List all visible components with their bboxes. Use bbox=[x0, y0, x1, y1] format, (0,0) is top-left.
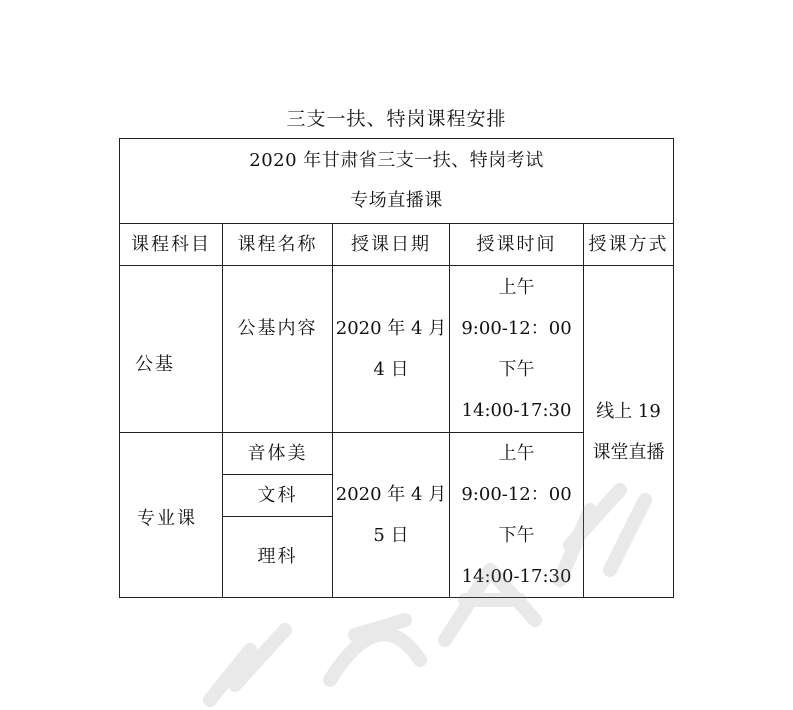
subject-cell bbox=[120, 266, 223, 433]
time-line-pm-label: 下午 bbox=[498, 525, 535, 546]
date-line-1: 2020 年 4 月 bbox=[335, 484, 447, 505]
method-line-2: 课堂直播 bbox=[592, 441, 665, 463]
date-cell bbox=[333, 433, 450, 598]
time-cell bbox=[450, 433, 584, 598]
table-row-general bbox=[120, 266, 674, 433]
page-title: 三支一扶、特岗课程安排 bbox=[286, 108, 507, 130]
banner-cell bbox=[120, 139, 674, 224]
date-line-1: 2020 年 4 月 bbox=[335, 318, 447, 339]
method-cell bbox=[584, 266, 674, 598]
date-line-2: 4 日 bbox=[373, 359, 409, 380]
subject-label: 公基 bbox=[135, 354, 175, 375]
course-name-label: 音体美 bbox=[247, 442, 308, 464]
course-name-cell bbox=[223, 266, 333, 433]
schedule-table bbox=[119, 138, 674, 598]
time-line-am-range: 9:00-12：00 bbox=[461, 484, 572, 505]
header-subject: 课程科目 bbox=[120, 224, 223, 266]
time-line-am-label: 上午 bbox=[498, 443, 535, 464]
time-line-pm-range: 14:00-17:30 bbox=[461, 400, 572, 421]
time-line-pm-range: 14:00-17:30 bbox=[461, 566, 572, 587]
subject-label: 专业课 bbox=[137, 508, 197, 529]
banner-line-1: 2020 年甘肃省三支一扶、特岗考试 bbox=[249, 150, 544, 171]
header-date: 授课日期 bbox=[333, 224, 450, 266]
course-name-cell bbox=[223, 517, 333, 598]
course-name-label: 文科 bbox=[257, 484, 298, 506]
header-course-name: 课程名称 bbox=[223, 224, 333, 266]
header-row bbox=[120, 224, 674, 266]
banner-line-2: 专场直播课 bbox=[350, 190, 443, 211]
course-name-label: 理科 bbox=[257, 546, 298, 567]
course-name-label: 公基内容 bbox=[237, 318, 318, 339]
time-line-am-range: 9:00-12：00 bbox=[461, 318, 572, 339]
time-cell bbox=[450, 266, 584, 433]
banner-row bbox=[120, 139, 674, 224]
method-line-1: 线上 19 bbox=[596, 400, 661, 422]
header-time: 授课时间 bbox=[450, 224, 584, 266]
header-method: 授课方式 bbox=[584, 224, 674, 266]
course-name-cell bbox=[223, 475, 333, 517]
time-line-pm-label: 下午 bbox=[498, 359, 535, 380]
time-line-am-label: 上午 bbox=[498, 277, 535, 298]
course-name-cell bbox=[223, 433, 333, 475]
subject-cell bbox=[120, 433, 223, 598]
date-cell bbox=[333, 266, 450, 433]
date-line-2: 5 日 bbox=[373, 525, 409, 546]
